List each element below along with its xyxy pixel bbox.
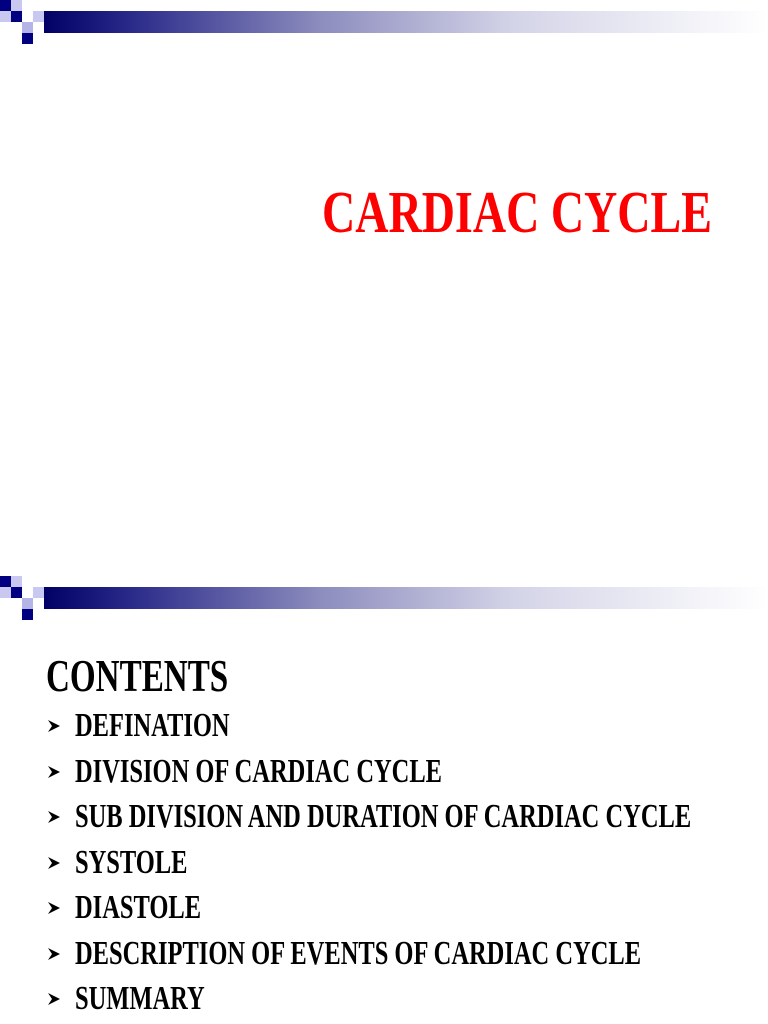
decor-square (11, 11, 22, 22)
arrow-bullet-icon (48, 948, 60, 960)
header-gradient-bar (44, 587, 768, 609)
list-item-label: SUB DIVISION AND DURATION OF CARDIAC CYCLE (75, 798, 692, 835)
slide-header-decoration (0, 576, 768, 626)
list-item-label: DEFINATION (75, 707, 230, 744)
decor-square (0, 587, 11, 598)
list-item-label: DIASTOLE (75, 889, 202, 926)
decor-square (0, 11, 11, 22)
contents-slide (0, 576, 768, 1024)
arrow-bullet-icon (48, 811, 60, 823)
list-item-label: DESCRIPTION OF EVENTS OF CARDIAC CYCLE (75, 934, 642, 972)
decor-square (22, 33, 33, 44)
decor-square (33, 11, 44, 22)
list-item-label: SUMMARY (75, 980, 205, 1017)
arrow-bullet-icon (48, 993, 60, 1005)
decor-square (0, 0, 11, 11)
decor-square (22, 609, 33, 620)
contents-heading: CONTENTS (46, 650, 229, 701)
decor-square (22, 598, 33, 609)
decor-square (0, 576, 11, 587)
arrow-bullet-icon (48, 720, 60, 732)
decor-square (11, 576, 22, 587)
arrow-bullet-icon (48, 857, 60, 869)
arrow-bullet-icon (48, 902, 60, 914)
decor-square (22, 22, 33, 33)
arrow-bullet-icon (48, 766, 60, 778)
decor-square (33, 587, 44, 598)
decor-square (11, 0, 22, 11)
list-item-label: SYSTOLE (75, 843, 188, 881)
decor-square (11, 587, 22, 598)
header-gradient-bar (44, 11, 768, 33)
list-item-label: DIVISION OF CARDIAC CYCLE (75, 752, 443, 790)
slide-title: CARDIAC CYCLE (322, 179, 712, 245)
slide-header-decoration (0, 0, 768, 50)
